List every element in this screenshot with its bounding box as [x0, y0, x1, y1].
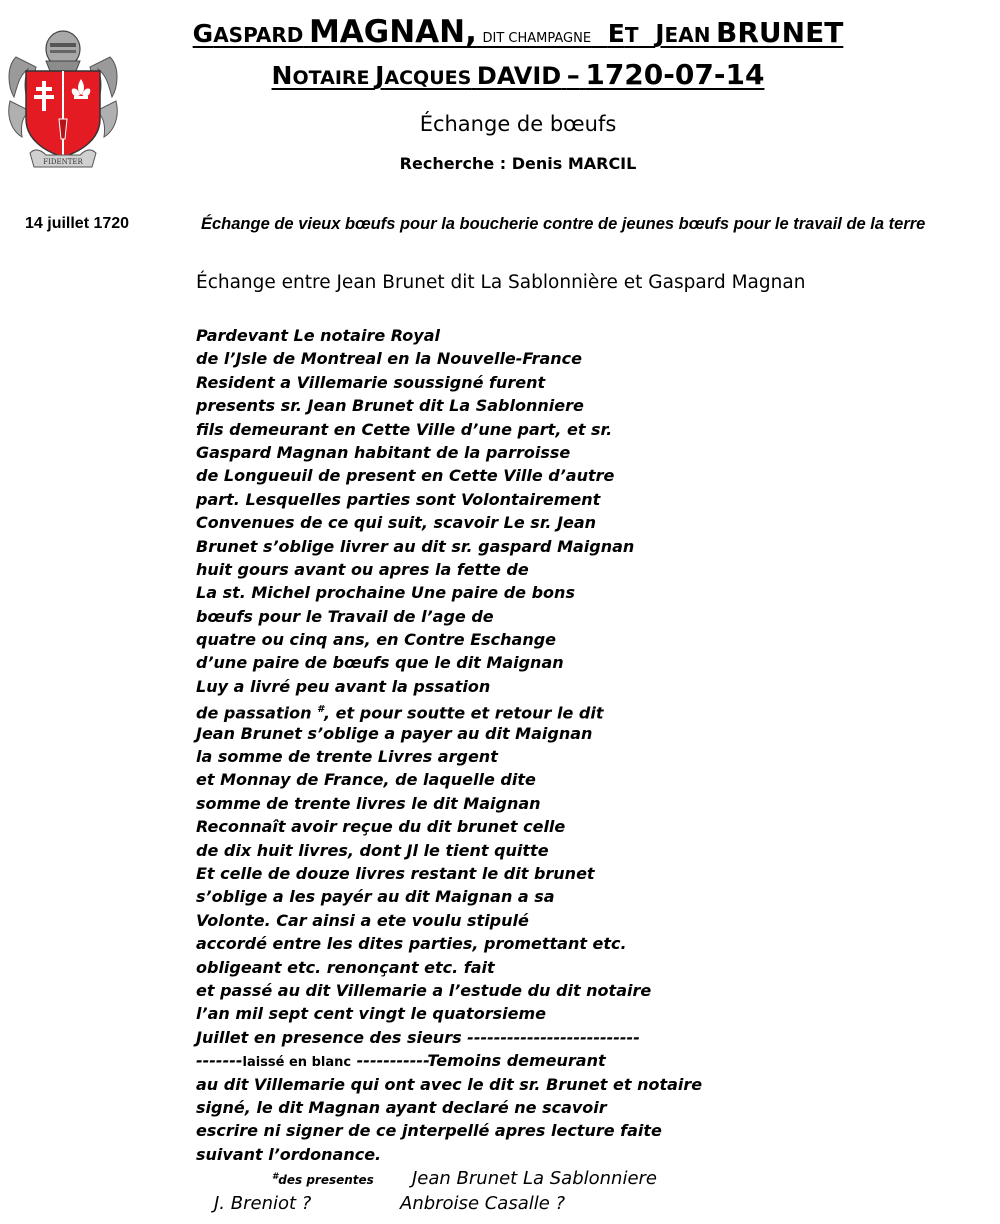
page-title: GASPARD MAGNAN, DIT CHAMPAGNE ET JEAN BRUNET	[192, 14, 844, 50]
act-line: Reconnaît avoir reçue du dit brunet celle	[196, 817, 566, 837]
act-line: La st. Michel prochaine Une paire de bons	[196, 583, 575, 603]
act-line: -------laissé en blanc -----------Temoins demeurant	[196, 1051, 606, 1071]
act-line: Resident a Villemarie soussigné furent	[196, 372, 546, 392]
act-line: bœufs pour le Travail de l’age de	[196, 606, 494, 626]
footnote-mark: #	[317, 704, 325, 716]
act-line: de passation #, et pour soutte et retour le dit	[196, 703, 604, 723]
entry-date: 14 juillet 1720	[25, 215, 130, 232]
act-line: fils demeurant en Cette Ville d’une part, et sr.	[196, 419, 613, 439]
entry-summary: Échange de vieux bœufs pour la boucherie contre de jeunes bœufs pour le travail de la terre	[201, 215, 926, 233]
act-line: somme de trente livres le dit Maignan	[196, 793, 541, 813]
act-line: obligeant etc. renonçant etc. fait	[196, 957, 495, 977]
act-text	[196, 324, 716, 1166]
act-line: Volonte. Car ainsi a ete voulu stipulé	[196, 910, 529, 930]
act-line: Et celle de douze livres restant le dit brunet	[196, 863, 595, 883]
act-line: Juillet en presence des sieurs --------------------------	[196, 1027, 640, 1047]
act-line: signé, le dit Magnan ayant declaré ne scavoir	[196, 1097, 607, 1117]
act-line: de l’Jsle de Montreal en la Nouvelle-France	[196, 349, 583, 369]
act-heading: Échange entre Jean Brunet dit La Sablonnière et Gaspard Magnan	[196, 272, 806, 293]
signature-casalle: Anbroise Casalle ?	[400, 1193, 566, 1214]
act-line: accordé entre les dites parties, promettant etc.	[196, 934, 627, 954]
act-line: presents sr. Jean Brunet dit La Sablonniere	[196, 396, 584, 416]
act-line: part. Lesquelles parties sont Volontairement	[196, 489, 601, 509]
signature-breniot: J. Breniot ?	[214, 1193, 312, 1214]
notary-title: NOTAIRE JACQUES DAVID – 1720-07-14	[271, 58, 765, 91]
act-line: et passé au dit Villemarie a l’estude du dit notaire	[196, 980, 652, 1000]
act-line: la somme de trente Livres argent	[196, 747, 498, 767]
act-line: suivant l’ordonance.	[196, 1144, 382, 1164]
act-line: Pardevant Le notaire Royal	[196, 326, 440, 345]
act-line: quatre ou cinq ans, en Contre Eschange	[196, 630, 557, 650]
act-line: au dit Villemarie qui ont avec le dit sr. Brunet et notaire	[196, 1074, 703, 1094]
act-line: Gaspard Magnan habitant de la parroisse	[196, 442, 571, 462]
act-line: huit gours avant ou apres la fette de	[196, 559, 529, 579]
research-credit: Recherche : Denis MARCIL	[399, 154, 637, 173]
act-line: Brunet s’oblige livrer au dit sr. gaspard Maignan	[196, 536, 635, 556]
act-line: l’an mil sept cent vingt le quatorsieme	[196, 1004, 546, 1024]
act-line: d’une paire de bœufs que le dit Maignan	[196, 653, 564, 673]
footnote: #des presentes	[272, 1172, 374, 1187]
blank-note: laissé en blanc	[242, 1055, 352, 1071]
coat-of-arms-logo	[6, 27, 120, 175]
act-line: de dix huit livres, dont Jl le tient quitte	[196, 840, 549, 860]
act-line: Jean Brunet s’oblige a payer au dit Maignan	[196, 723, 593, 743]
act-line: Luy a livré peu avant la pssation	[196, 676, 491, 696]
act-line: escrire ni signer de ce jnterpellé apres lecture faite	[196, 1121, 662, 1141]
act-line: Convenues de ce qui suit, scavoir Le sr. Jean	[196, 513, 597, 533]
signature-brunet: Jean Brunet La Sablonniere	[412, 1168, 658, 1189]
act-line: et Monnay de France, de laquelle dite	[196, 770, 536, 790]
document-subtitle: Échange de bœufs	[419, 112, 617, 136]
svg-text:FIDENTER: FIDENTER	[43, 158, 83, 166]
act-line: de Longueuil de present en Cette Ville d’autre	[196, 466, 615, 486]
act-line: s’oblige a les payér au dit Maignan a sa	[196, 887, 555, 907]
